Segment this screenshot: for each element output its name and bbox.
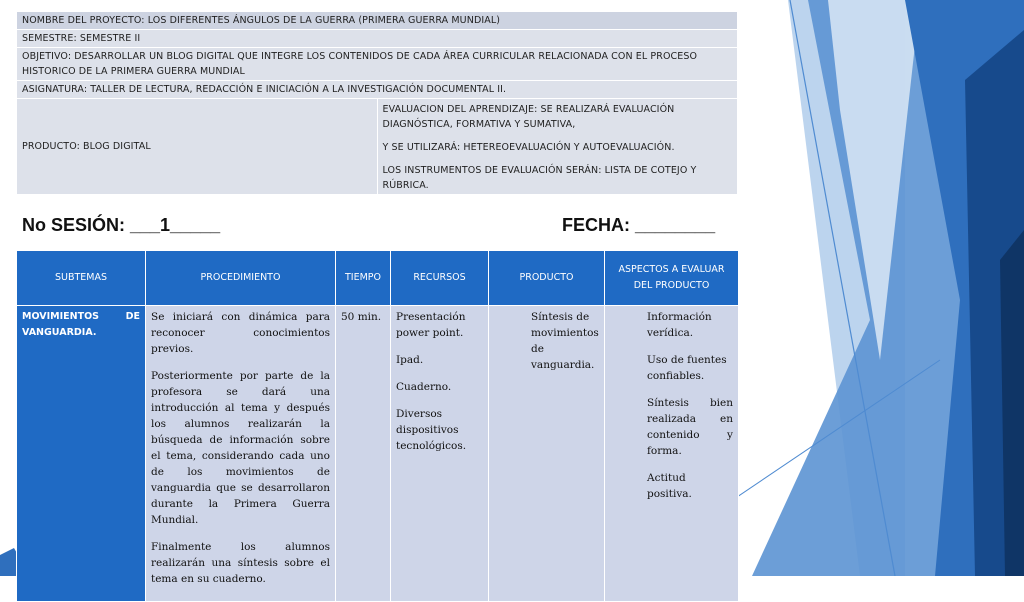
header-producto: PRODUCTO — [489, 251, 605, 306]
resource-item: Diversos dispositivos tecnológicos. — [396, 408, 467, 452]
time-value: 50 min. — [341, 311, 382, 323]
evaluation-line: LOS INSTRUMENTOS DE EVALUACIÓN SERÁN: LISTA DE COTEJO Y RÚBRICA. — [382, 165, 697, 191]
procedure-paragraph: Finalmente los alumnos realizarán una síntesis sobre el tema en su cuaderno. — [151, 541, 330, 585]
header-subtemas: SUBTEMAS — [17, 251, 146, 306]
resources-cell — [391, 306, 489, 602]
header-aspectos: ASPECTOS A EVALUAR DEL PRODUCTO — [605, 251, 739, 306]
resource-item: Ipad. — [396, 354, 424, 366]
procedure-paragraph: Posteriormente por parte de la profesora se dará una introducción al tema y después los alumnos realizarán la búsqueda de información sobre el tema, considerando cada uno de los movimientos de vanguardia que se desarrollaron durante la Primera Guerra Mundial. — [151, 370, 330, 526]
subtopic-cell — [17, 306, 146, 602]
session-number: No SESIÓN: ___1_____ — [22, 215, 221, 235]
resource-item: Presentación power point. — [396, 311, 466, 339]
aspects-cell — [605, 306, 739, 602]
semester-cell: SEMESTRE: SEMESTRE II — [17, 30, 738, 48]
procedure-paragraph: Se iniciará con dinámica para reconocer conocimientos previos. — [151, 311, 330, 355]
evaluation-line: Y SE UTILIZARÁ: HETEREOEVALUACIÓN Y AUTOEVALUACIÓN. — [382, 142, 675, 153]
time-cell — [336, 306, 391, 602]
evaluation-line: EVALUACION DEL APRENDIZAJE: SE REALIZARÁ EVALUACIÓN DIAGNÓSTICA, FORMATIVA Y SUMATIVA, — [382, 104, 675, 130]
aspect-item: Síntesis bien realizada en contenido y forma. — [647, 397, 733, 457]
evaluation-cell — [377, 99, 738, 195]
subtopic-line: MOVIMIENTOS DE — [22, 311, 140, 322]
product-cell: PRODUCTO: BLOG DIGITAL — [17, 99, 378, 195]
aspect-item: Uso de fuentes confiables. — [647, 354, 727, 382]
project-name-cell: NOMBRE DEL PROYECTO: LOS DIFERENTES ÁNGULOS DE LA GUERRA (PRIMERA GUERRA MUNDIAL) — [17, 12, 738, 30]
subject-cell: ASIGNATURA: TALLER DE LECTURA, REDACCIÓN E INICIACIÓN A LA INVESTIGACIÓN DOCUMENTAL II. — [17, 81, 738, 99]
product-result-cell — [489, 306, 605, 602]
product-value: Síntesis de movimientos de vanguardia. — [531, 311, 599, 371]
procedure-cell — [146, 306, 336, 602]
header-tiempo: TIEMPO — [336, 251, 391, 306]
aspect-item: Información verídica. — [647, 311, 712, 339]
project-info-table — [16, 11, 738, 195]
subtopic-line: VANGUARDIA. — [22, 327, 97, 338]
objective-cell: OBJETIVO: DESARROLLAR UN BLOG DIGITAL QUE INTEGRE LOS CONTENIDOS DE CADA ÁREA CURRICULAR RELACIONADA CON EL PROCESO HISTORICO DE LA PRIMERA GUERRA MUNDIAL — [17, 48, 738, 81]
date-field: FECHA: ________ — [562, 215, 716, 235]
header-procedimiento: PROCEDIMIENTO — [146, 251, 336, 306]
session-plan-table — [16, 250, 739, 602]
aspect-item: Actitud positiva. — [647, 472, 692, 500]
resource-item: Cuaderno. — [396, 381, 452, 393]
header-recursos: RECURSOS — [391, 251, 489, 306]
